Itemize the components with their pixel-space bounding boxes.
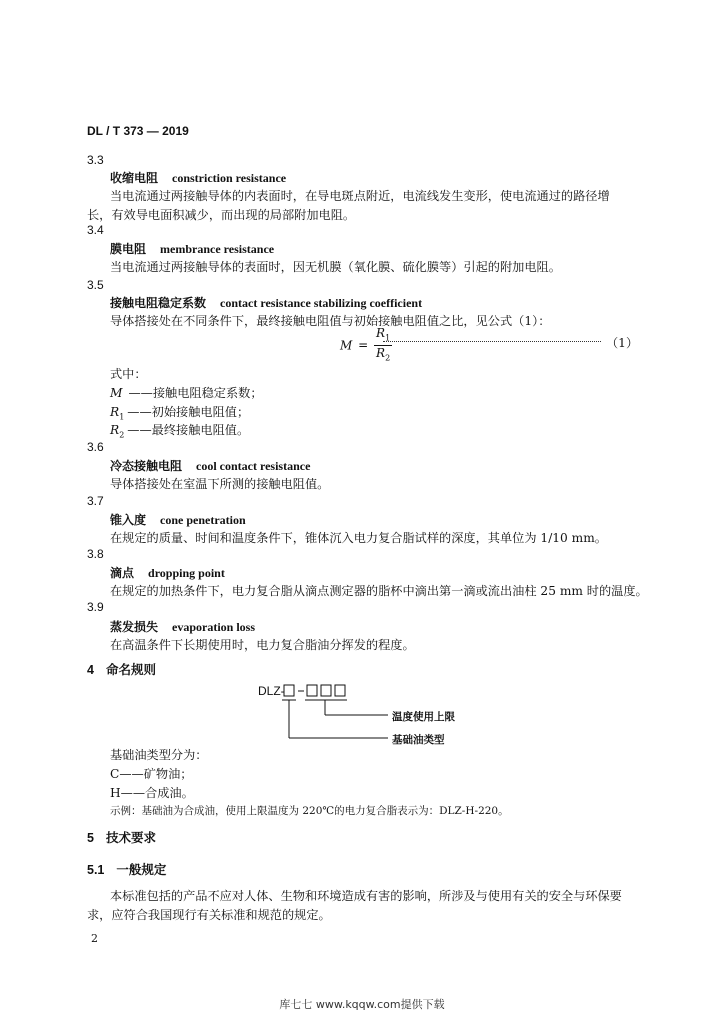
term-en: contact resistance stabilizing coefficient <box>220 296 423 310</box>
where-item: $R_1$ ——初始接触电阻值； <box>110 405 250 422</box>
term-number: 3.7 <box>87 494 104 508</box>
type-h: H——合成油。 <box>110 786 194 800</box>
base-oil-box <box>284 685 294 696</box>
temp-box-3 <box>335 685 345 696</box>
term-en: cone penetration <box>160 513 246 527</box>
term-number: 3.5 <box>87 278 104 292</box>
standard-code: DL / T 373 — 2019 <box>87 124 189 138</box>
term-cn: 接触电阻稳定系数 <box>110 296 207 310</box>
term-en: dropping point <box>148 566 225 580</box>
section-heading-naming: 4 命名规则 <box>87 663 156 677</box>
general-text-cont: 求，应符合我国现行有关标准和规范的规定。 <box>87 908 331 922</box>
term-cn: 锥入度 <box>110 513 147 527</box>
type-c: C——矿物油； <box>110 767 193 781</box>
where-label: 式中： <box>110 367 147 381</box>
term-cn: 滴点 <box>110 566 135 580</box>
term-definition-cont: 长，有效导电面积减少，而出现的局部附加电阻。 <box>87 208 356 222</box>
term-en: constriction resistance <box>172 171 287 185</box>
term-en: cool contact resistance <box>196 459 311 473</box>
section-heading-general: 5.1 一般规定 <box>87 863 167 877</box>
term-definition: 在规定的质量、时间和温度条件下，锥体沉入电力复合脂试样的深度，其单位为 1/10 mm。 <box>110 531 607 545</box>
term-definition: 当电流通过两接触导体的内表面时，在导电斑点附近，电流线发生变形，使电流通过的路径增 <box>110 189 610 203</box>
formula-number: （1） <box>606 336 639 350</box>
general-text: 本标准包括的产品不应对人体、生物和环境造成有害的影响，所涉及与使用有关的安全与环保要 <box>110 889 622 903</box>
types-intro: 基础油类型分为： <box>110 748 208 762</box>
term-definition: 当电流通过两接触导体的表面时，因无机膜（氧化膜、硫化膜等）引起的附加电阻。 <box>110 260 561 274</box>
term-definition: 在规定的加热条件下，电力复合脂从滴点测定器的脂杯中滴出第一滴或流出油柱 25 mm 时的温度。 <box>110 584 648 598</box>
formula-lhs: M <box>340 338 353 353</box>
term-en: membrance resistance <box>160 242 275 256</box>
naming-example: 示例：基础油为合成油，使用上限温度为 220℃的电力复合脂表示为：DLZ-H-220。 <box>110 805 509 817</box>
formula-denominator: $R_2$ <box>376 346 391 363</box>
page-number: 2 <box>91 932 98 945</box>
term-cn: 冷态接触电阻 <box>110 459 183 473</box>
term-number: 3.3 <box>87 153 104 167</box>
term-number: 3.9 <box>87 600 104 614</box>
term-number: 3.6 <box>87 440 104 454</box>
label-temp-limit: 温度使用上限 <box>392 711 455 723</box>
term-cn: 膜电阻 <box>110 242 147 256</box>
term-en: evaporation loss <box>172 620 256 634</box>
download-footer: 库七七 www.kqqw.com提供下载 <box>279 998 445 1011</box>
temp-box-1 <box>307 685 317 696</box>
term-cn: 收缩电阻 <box>110 171 159 185</box>
term-definition: 在高温条件下长期使用时，电力复合脂油分挥发的程度。 <box>110 638 415 652</box>
term-number: 3.8 <box>87 547 104 561</box>
term-cn: 蒸发损失 <box>110 620 159 634</box>
term-definition: 导体搭接处在室温下所测的接触电阻值。 <box>110 477 330 491</box>
code-prefix: DLZ- <box>258 684 285 698</box>
formula-eq: = <box>358 338 369 353</box>
term-definition: 导体搭接处在不同条件下，最终接触电阻值与初始接触电阻值之比，见公式（1）： <box>110 314 551 328</box>
label-base-oil: 基础油类型 <box>392 734 445 746</box>
term-number: 3.4 <box>87 223 104 237</box>
where-item: $R_2$ ——最终接触电阻值。 <box>110 423 250 440</box>
section-heading-tech: 5 技术要求 <box>87 831 156 845</box>
formula-numerator: $R_1$ <box>374 326 392 346</box>
temp-box-2 <box>321 685 331 696</box>
where-item: M ——接触电阻稳定系数； <box>110 386 263 400</box>
